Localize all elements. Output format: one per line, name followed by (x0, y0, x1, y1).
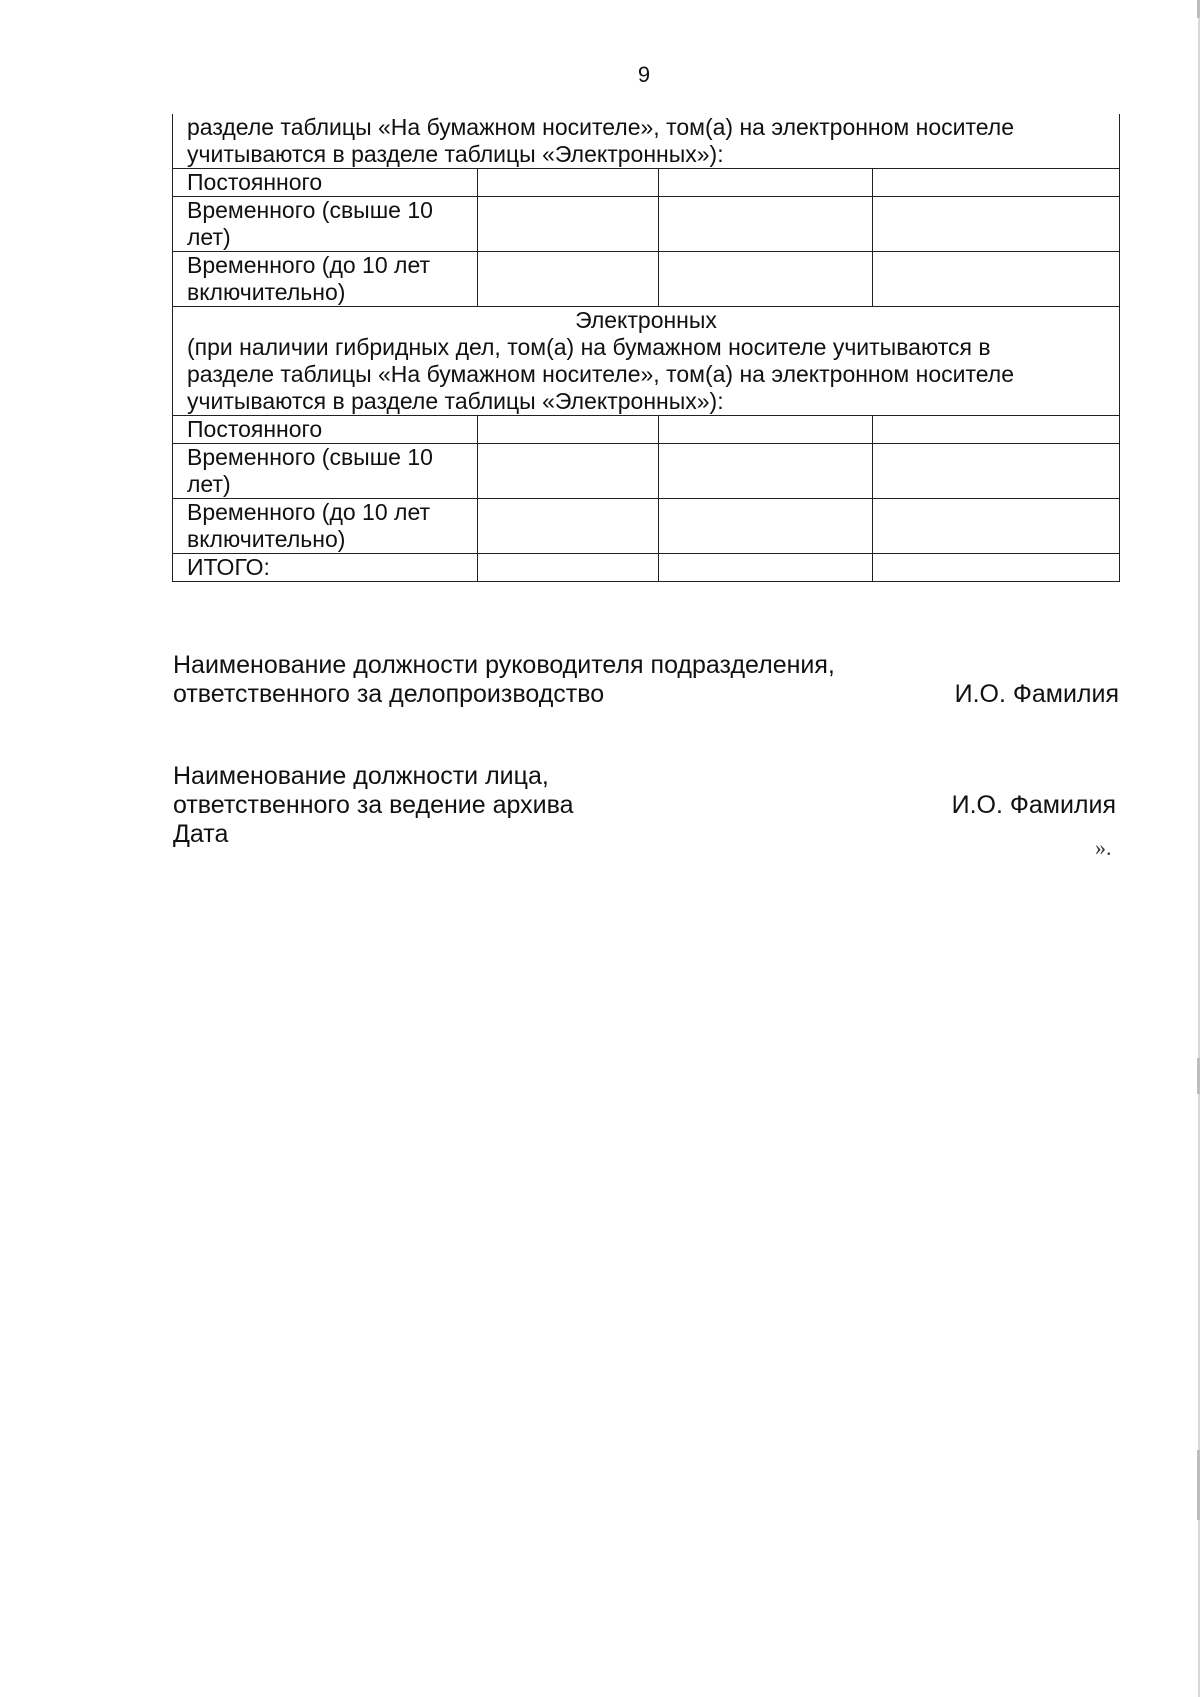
table-cell (873, 197, 1120, 252)
table-cell (873, 252, 1120, 307)
table-row (173, 169, 1120, 197)
section-note-line: учитываются в разделе таблицы «Электронных»): (187, 388, 724, 414)
table-cell (873, 554, 1120, 582)
position-title: ответственного за ведение архива (173, 791, 574, 819)
position-title: ответственного за делопроизводство (173, 680, 605, 708)
table-cell (659, 252, 873, 307)
page-number: 9 (637, 62, 651, 87)
table-row (173, 444, 1120, 499)
row-label: Временного (до 10 лет включительно) (173, 252, 478, 307)
continued-header-line: разделе таблицы «На бумажном носителе», том(а) на электронном носителе (187, 114, 1014, 140)
table-cell (873, 169, 1120, 197)
section-note-line: (при наличии гибридных дел, том(а) на бумажном носителе учитываются в (187, 334, 991, 360)
table-cell (478, 499, 659, 554)
signatory-name: И.О. Фамилия (954, 680, 1119, 708)
closing-quote-mark: ». (1095, 835, 1112, 860)
row-label: Временного (свыше 10 лет) (173, 197, 478, 252)
table-cell (478, 444, 659, 499)
table-cell (659, 554, 873, 582)
row-label: Постоянного (173, 169, 478, 197)
table-cell (478, 252, 659, 307)
row-label: Временного (до 10 лет включительно) (173, 499, 478, 554)
table-cell (478, 169, 659, 197)
signature-block (173, 651, 1119, 709)
table-cell (873, 444, 1120, 499)
table-row (173, 197, 1120, 252)
table-total-row (173, 554, 1120, 582)
table-cell (659, 416, 873, 444)
total-label: ИТОГО: (173, 554, 478, 582)
signature-section (173, 651, 1119, 849)
date-label: Дата (173, 820, 229, 848)
table-cell (659, 197, 873, 252)
table-cell (478, 554, 659, 582)
table-row (173, 499, 1120, 554)
position-title: Наименование должности лица, (173, 762, 549, 790)
table-row (173, 416, 1120, 444)
table-cell (478, 197, 659, 252)
continued-header-line: учитываются в разделе таблицы «Электронных»): (187, 141, 724, 167)
section-note-line: разделе таблицы «На бумажном носителе», том(а) на электронном носителе (187, 361, 1014, 387)
table-row (173, 252, 1120, 307)
position-title: Наименование должности руководителя подразделения, (173, 651, 835, 679)
section-title: Электронных (575, 307, 717, 333)
table-cell (873, 416, 1120, 444)
table-section-header-continued (173, 114, 1120, 169)
row-label: Постоянного (173, 416, 478, 444)
table-cell (478, 416, 659, 444)
table-cell (659, 444, 873, 499)
signatory-name: И.О. Фамилия (951, 791, 1116, 819)
table-cell (659, 499, 873, 554)
records-summary-table (172, 114, 1120, 582)
signature-block (173, 762, 1119, 849)
row-label: Временного (свыше 10 лет) (173, 444, 478, 499)
table-cell (873, 499, 1120, 554)
table-section-header-electronic (173, 307, 1120, 416)
table-cell (659, 169, 873, 197)
